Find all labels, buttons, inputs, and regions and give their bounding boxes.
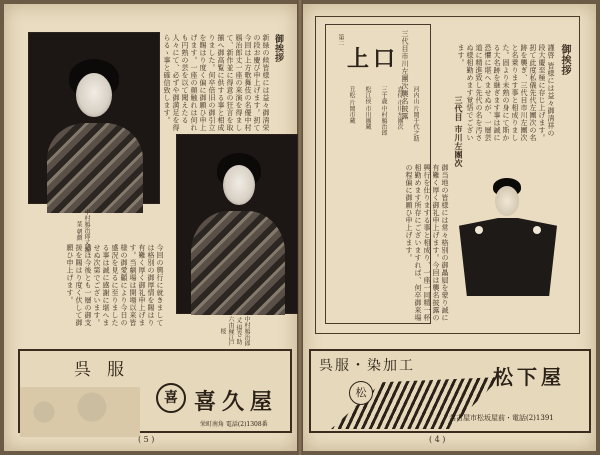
photo-2-caption: 中村鴈治郎丈 揚巻 助六由縁江戸桜 — [219, 316, 250, 346]
greeting-title: 御挨拶 — [559, 44, 570, 76]
crest-left-icon — [475, 226, 483, 234]
face-shape — [76, 73, 112, 117]
cast-line: 三千歳 中村鴈治郎 — [380, 86, 387, 136]
kamishimo-shape — [459, 218, 557, 296]
program-side-label: 第二 — [337, 34, 344, 46]
left-body-top: 新緑の候皆様には益々御清栄の段お慶び申上げます。扨て今回は上方歌舞伎の名優中村鴈治郎丈一座の来演を得まして、新作並に得意の狂言を取揃へ御高覧に供する事と相成りました。何卒倍旧の御引立を賜はり度く偏に御願ひ申上げます。一座の顔触れは何れも円熟の芸を以て聞えたる人々にて、必ずや御満足を得らるゝ事と確信致します。 — [163, 34, 270, 132]
kimono-shape — [47, 123, 143, 213]
shop-name: 喜久屋 — [194, 389, 279, 415]
face-shape — [223, 165, 255, 205]
left-body-bottom: 今回の興行に就きましては格別の御厚情を賜はり有難く厚く御礼申上げます。当劇場は開場以来皆様の御愛顧により今日の盛況を見るに至りましたる事は誠に感謝に堪へませぬ次第でございます。猶ほ今後とも一層の御支援を賜はり度く伏して御願ひ申上げます。 — [66, 244, 164, 327]
cast-line: 松江侯 市川團蔵 — [364, 86, 371, 130]
actor-portrait-illustration — [453, 174, 563, 314]
page-number-left: ( 5 ) — [138, 435, 155, 444]
kimono-shop-ad-kikuya — [18, 349, 292, 433]
shop-name: 松下屋 — [493, 365, 565, 389]
page-left — [4, 4, 297, 451]
greeting-body: 謹啓 皆様には益々御清祥の段大慶至極に存じ上げます。扨て此度私儀先代左團次の名跡を襲ぎ、三代目市川左團次と名乗ります事と相成りました。固より未熟の身にて斯かる大名跡を継ぎます事は誠に恐懼に堪へませぬが、一層芸道に精進致し先代の名を汚さぬ様相勤めます覚悟でございます。 — [457, 44, 555, 142]
kimono-shape — [191, 211, 285, 315]
cast-line: 直侍 市川左團次 — [396, 86, 403, 130]
cast-line: 丑松 片岡市蔵 — [348, 86, 355, 124]
ad-heading: 呉服・染加工 — [319, 358, 415, 374]
shop-address: 名古屋市松坂屋前・電話(2)1391 — [449, 414, 554, 422]
program-title: 上口 — [347, 46, 400, 72]
face-shape — [495, 186, 519, 216]
greeting-signature: 三代目 市川左團次 — [454, 96, 464, 168]
actor-photo-2 — [176, 134, 298, 314]
program-header: 三代目市川左團次襲名披露 — [401, 30, 409, 120]
photo-1-caption: 中村鴈治郎丈 嫁菜 朝顔 — [75, 209, 90, 253]
shop-crest: 松 — [349, 381, 373, 405]
ad-heading: 呉服 — [74, 360, 140, 380]
page-number-right: ( 4 ) — [429, 435, 446, 444]
actor-photo-1 — [28, 32, 160, 204]
right-body-bottom: 御当地の皆様には常々格別の御贔屓を蒙り誠に有難く厚く御礼申上げます。今回は襲名披露の興行を仕りまする事と相成り、一座一同精一杯相勤めます所存にございますれば、何卒御来場の程偏に御願ひ申上げます。 — [405, 164, 449, 322]
page-right — [303, 4, 596, 451]
shop-crest: 喜 — [156, 383, 186, 413]
crest-right-icon — [533, 226, 541, 234]
cast-line: 河内山 片岡千代之助 — [412, 86, 419, 142]
left-column-heading: 御挨拶 — [273, 34, 283, 63]
decorative-flower-pattern — [20, 387, 140, 437]
shop-address: 栄町南角 電話(2)1308番 — [200, 421, 268, 428]
dye-shop-ad-matsushitaya — [309, 349, 591, 433]
